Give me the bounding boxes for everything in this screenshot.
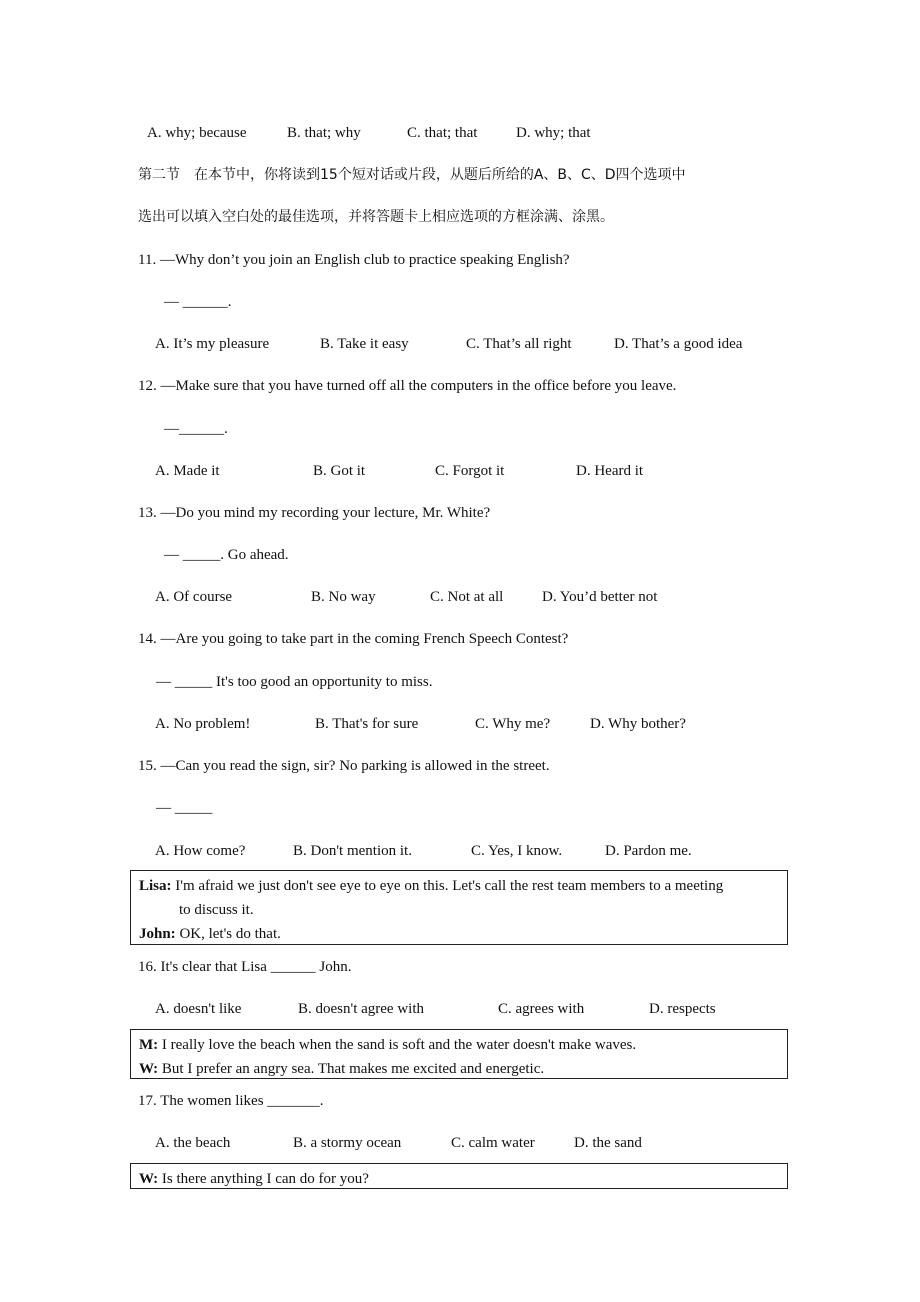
q10-option-b: B. that; why [287, 125, 361, 141]
q12-option-a: A. Made it [155, 463, 220, 479]
q16-option-b: B. doesn't agree with [298, 1001, 425, 1017]
q10-option-c: C. that; that [407, 125, 478, 141]
q10-option-d: D. why; that [516, 125, 591, 141]
speaker-w: W: [139, 1061, 159, 1077]
q14-reply: — _____ It's too good an opportunity to miss. [156, 674, 433, 690]
q17-option-a: A. the beach [155, 1135, 231, 1151]
q11-option-b: B. Take it easy [320, 336, 409, 352]
dialog-box-17 [130, 1029, 788, 1079]
q14-option-d: D. Why bother? [590, 716, 686, 732]
dialog-box-18 [130, 1163, 788, 1189]
q15-option-c: C. Yes, I know. [471, 843, 563, 859]
speaker-john: John: [139, 926, 176, 942]
q14-prompt: 14. —Are you going to take part in the coming French Speech Contest? [138, 631, 569, 647]
q13-option-b: B. No way [311, 589, 376, 605]
q11-option-d: D. That’s a good idea [614, 336, 743, 352]
speaker-lisa: Lisa: [139, 878, 172, 894]
section-instructions-line1: 第二节 在本节中，你将读到15个短对话或片段，从题后所给的A、B、C、D四个选项中 [138, 167, 686, 183]
q13-option-d: D. You’d better not [542, 589, 658, 605]
dialog17-line2: But I prefer an angry sea. That makes me excited and energetic. [161, 1061, 545, 1077]
q13-option-a: A. Of course [155, 589, 233, 605]
q15-option-a: A. How come? [155, 843, 246, 859]
q12-option-c: C. Forgot it [435, 463, 505, 479]
q12-reply: —______. [164, 421, 228, 437]
q13-prompt: 13. —Do you mind my recording your lecture, Mr. White? [138, 505, 491, 521]
q11-option-c: C. That’s all right [466, 336, 572, 352]
dialog16-line1-cont: to discuss it. [179, 902, 254, 918]
q12-option-b: B. Got it [313, 463, 366, 479]
q15-reply: — _____ [156, 800, 213, 816]
q17-prompt: 17. The women likes _______. [138, 1093, 324, 1109]
dialog-box-16 [130, 870, 788, 945]
q14-option-c: C. Why me? [475, 716, 551, 732]
q16-option-c: C. agrees with [498, 1001, 585, 1017]
q16-option-a: A. doesn't like [155, 1001, 242, 1017]
q15-option-b: B. Don't mention it. [293, 843, 412, 859]
speaker-w: W: [139, 1171, 159, 1187]
q11-option-a: A. It’s my pleasure [155, 336, 270, 352]
q14-option-a: A. No problem! [155, 716, 251, 732]
q14-option-b: B. That's for sure [315, 716, 419, 732]
dialog16-line1: I'm afraid we just don't see eye to eye on this. Let's call the rest team members to a meeting [175, 878, 724, 894]
dialog16-line2: OK, let's do that. [179, 926, 281, 942]
q12-option-d: D. Heard it [576, 463, 644, 479]
q13-option-c: C. Not at all [430, 589, 504, 605]
q17-option-b: B. a stormy ocean [293, 1135, 402, 1151]
q16-prompt: 16. It's clear that Lisa ______ John. [138, 959, 352, 975]
dialog17-line1: I really love the beach when the sand is soft and the water doesn't make waves. [161, 1037, 637, 1053]
q11-reply: — ______. [164, 294, 232, 310]
q15-option-d: D. Pardon me. [605, 843, 692, 859]
section-instructions-line2: 选出可以填入空白处的最佳选项，并将答题卡上相应选项的方框涂满、涂黑。 [138, 209, 614, 225]
q17-option-d: D. the sand [574, 1135, 642, 1151]
q15-prompt: 15. —Can you read the sign, sir? No parking is allowed in the street. [138, 758, 550, 774]
q13-reply: — _____. Go ahead. [164, 547, 289, 563]
q17-option-c: C. calm water [451, 1135, 535, 1151]
speaker-m: M: [139, 1037, 159, 1053]
q12-prompt: 12. —Make sure that you have turned off all the computers in the office before you leave. [138, 378, 677, 394]
q16-option-d: D. respects [649, 1001, 716, 1017]
dialog18-line1: Is there anything I can do for you? [161, 1171, 369, 1187]
q11-prompt: 11. —Why don’t you join an English club to practice speaking English? [138, 252, 570, 268]
q10-option-a: A. why; because [147, 125, 247, 141]
